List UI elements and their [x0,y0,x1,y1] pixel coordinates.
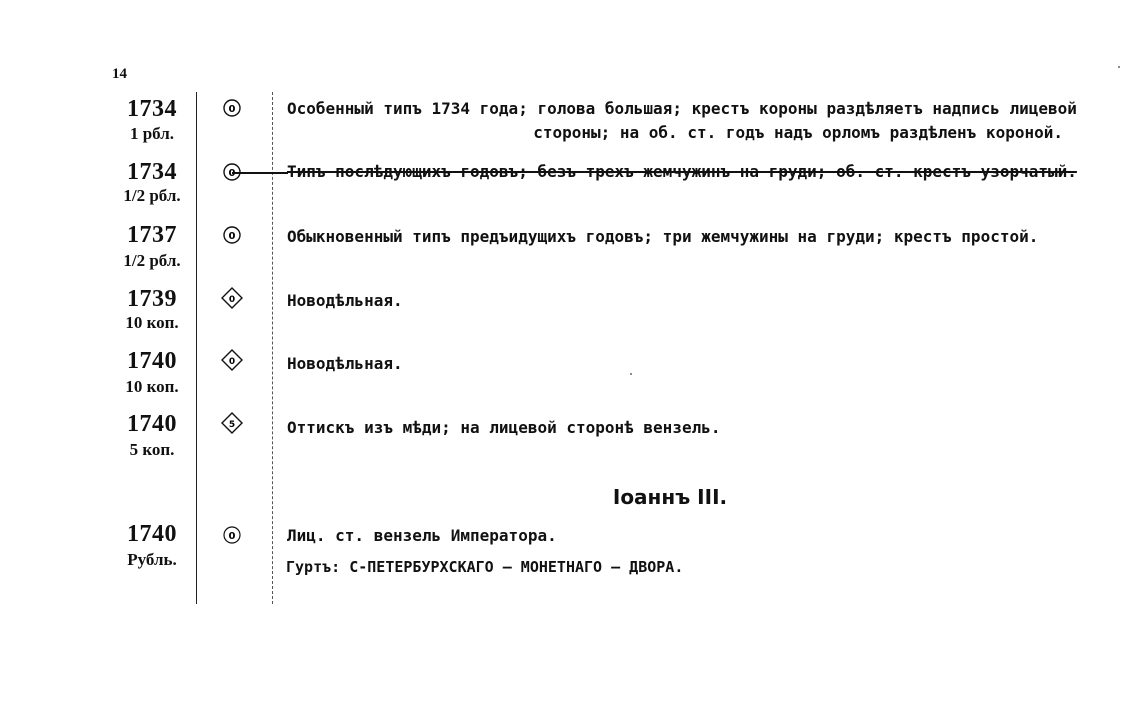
entry-description: Новодѣльная. [287,354,403,373]
circle-mark-icon [221,524,243,546]
page-number: 14 [112,66,127,82]
mark-label: 0 [228,357,236,367]
entry-denomination: 1/2 рбл. [123,251,181,270]
entry-denomination: 1/2 рбл. [123,186,181,205]
entry-description: Обыкновенный типъ предъидущихъ годовъ; три жемчужины на груди; крестъ простой. [287,227,1039,246]
entry-description: Типъ послѣдующихъ годовъ; безъ трехъ жемчужинъ на груди; об. ст. крестъ узорчатый. [287,162,1077,181]
diamond-mark-icon [221,349,243,371]
entry-year: 1740 [127,348,177,374]
entry-denomination: 10 коп. [125,313,179,332]
entry-year: 1740 [127,521,177,547]
strike-through-line [232,172,288,174]
diamond-mark-icon [221,287,243,309]
column-divider-left [196,92,197,604]
entry-year: 1734 [127,96,177,122]
mark-label: 0 [228,531,236,542]
entry-description-continued: стороны; на об. ст. годъ надъ орломъ раздѣленъ короной. [533,123,1063,142]
mark-label: 0 [228,295,236,305]
entry-denomination: Рубль. [127,550,177,569]
ink-speck [630,373,632,375]
mark-label: 0 [228,104,236,115]
edge-inscription: Гуртъ: С-ПЕТЕРБУРХСКАГО — МОНЕТНАГО — ДВОРА. [286,558,684,576]
diamond-mark-icon [221,412,243,434]
entry-description: Оттискъ изъ мѣди; на лицевой сторонѣ вензель. [287,418,721,437]
column-divider-middle [272,92,273,604]
entry-description: Особенный типъ 1734 года; голова большая; крестъ короны раздѣляетъ надпись лицевой [287,99,1077,118]
ink-speck [1118,66,1120,68]
entry-year: 1740 [127,411,177,437]
mark-label: 0 [228,231,236,242]
entry-description: Лиц. ст. вензель Императора. [287,526,557,545]
entry-year: 1739 [127,286,177,312]
entry-year: 1737 [127,222,177,248]
mark-label: 0 [228,168,236,179]
entry-year: 1734 [127,159,177,185]
circle-mark-icon [221,224,243,246]
section-title: Іоаннъ III. [612,485,728,509]
entry-description: Новодѣльная. [287,291,403,310]
entry-denomination: 1 рбл. [129,124,175,143]
entry-denomination: 5 коп. [129,440,175,459]
entry-denomination: 10 коп. [125,377,179,396]
circle-mark-icon [221,97,243,119]
mark-label: 5 [228,420,236,430]
